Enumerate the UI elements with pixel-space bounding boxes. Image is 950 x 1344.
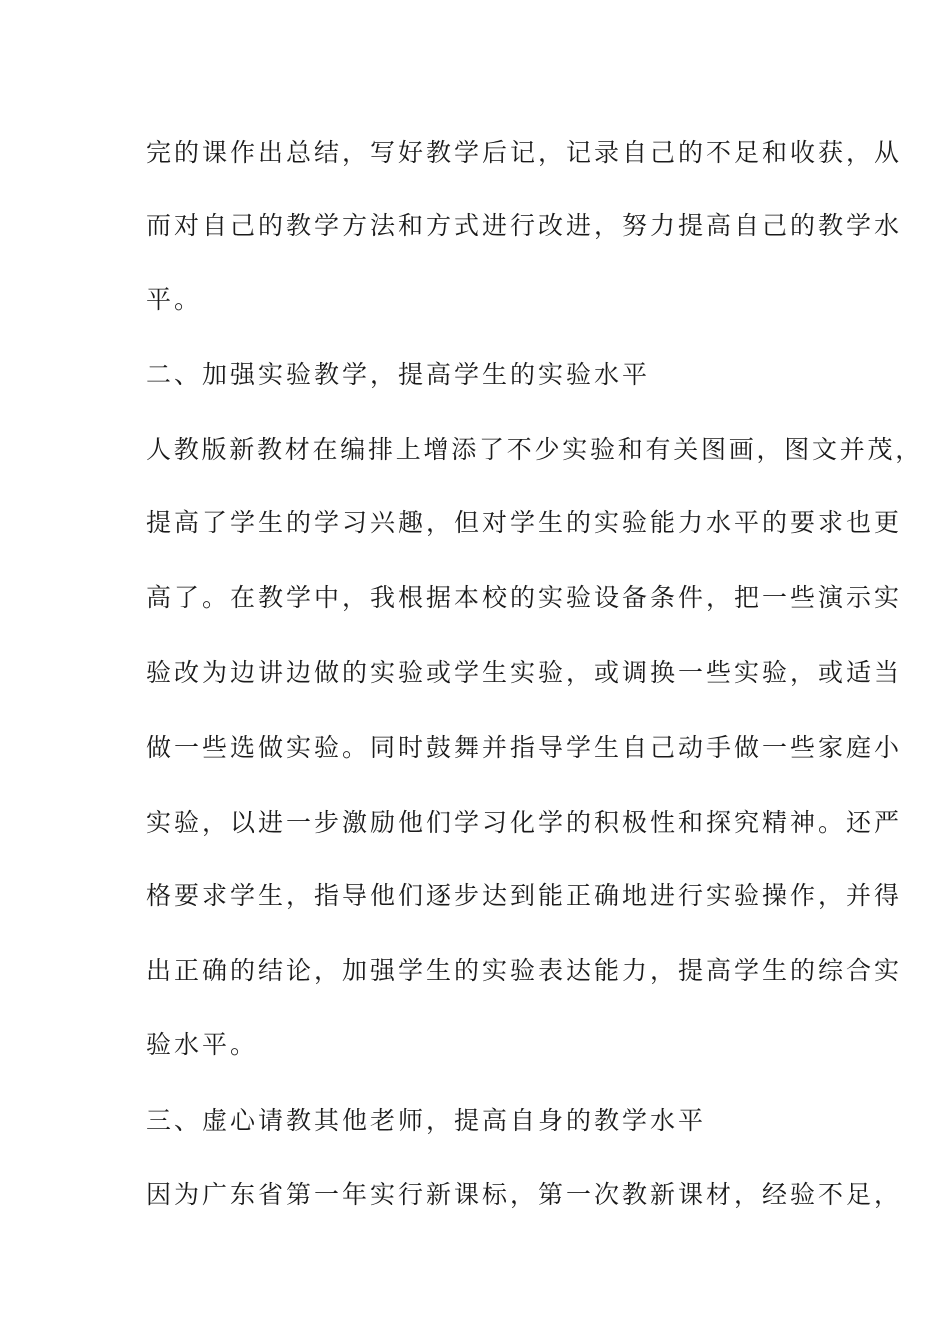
paragraph-line: 人教版新教材在编排上增添了不少实验和有关图画，图文并茂， bbox=[146, 435, 924, 464]
section-heading: 二、加强实验教学，提高学生的实验水平 bbox=[146, 360, 651, 389]
paragraph-line: 提高了学生的学习兴趣，但对学生的实验能力水平的要求也更 bbox=[146, 508, 903, 537]
paragraph-line: 因为广东省第一年实行新课标，第一次教新课材，经验不足， bbox=[146, 1180, 903, 1209]
paragraph-line: 平。 bbox=[146, 285, 203, 314]
paragraph-line: 实验，以进一步激励他们学习化学的积极性和探究精神。还严 bbox=[146, 808, 903, 837]
paragraph-line: 出正确的结论，加强学生的实验表达能力，提高学生的综合实 bbox=[146, 956, 903, 985]
paragraph-line: 格要求学生，指导他们逐步达到能正确地进行实验操作，并得 bbox=[146, 881, 903, 910]
paragraph-line: 做一些选做实验。同时鼓舞并指导学生自己动手做一些家庭小 bbox=[146, 733, 903, 762]
paragraph-line: 验水平。 bbox=[146, 1030, 259, 1059]
paragraph-line: 而对自己的教学方法和方式进行改进，努力提高自己的教学水 bbox=[146, 211, 903, 240]
section-heading: 三、虚心请教其他老师，提高自身的教学水平 bbox=[146, 1106, 707, 1135]
paragraph-line: 高了。在教学中，我根据本校的实验设备条件，把一些演示实 bbox=[146, 583, 903, 612]
paragraph-line: 验改为边讲边做的实验或学生实验，或调换一些实验，或适当 bbox=[146, 658, 903, 687]
paragraph-line: 完的课作出总结，写好教学后记，记录自己的不足和收获，从 bbox=[146, 138, 903, 167]
